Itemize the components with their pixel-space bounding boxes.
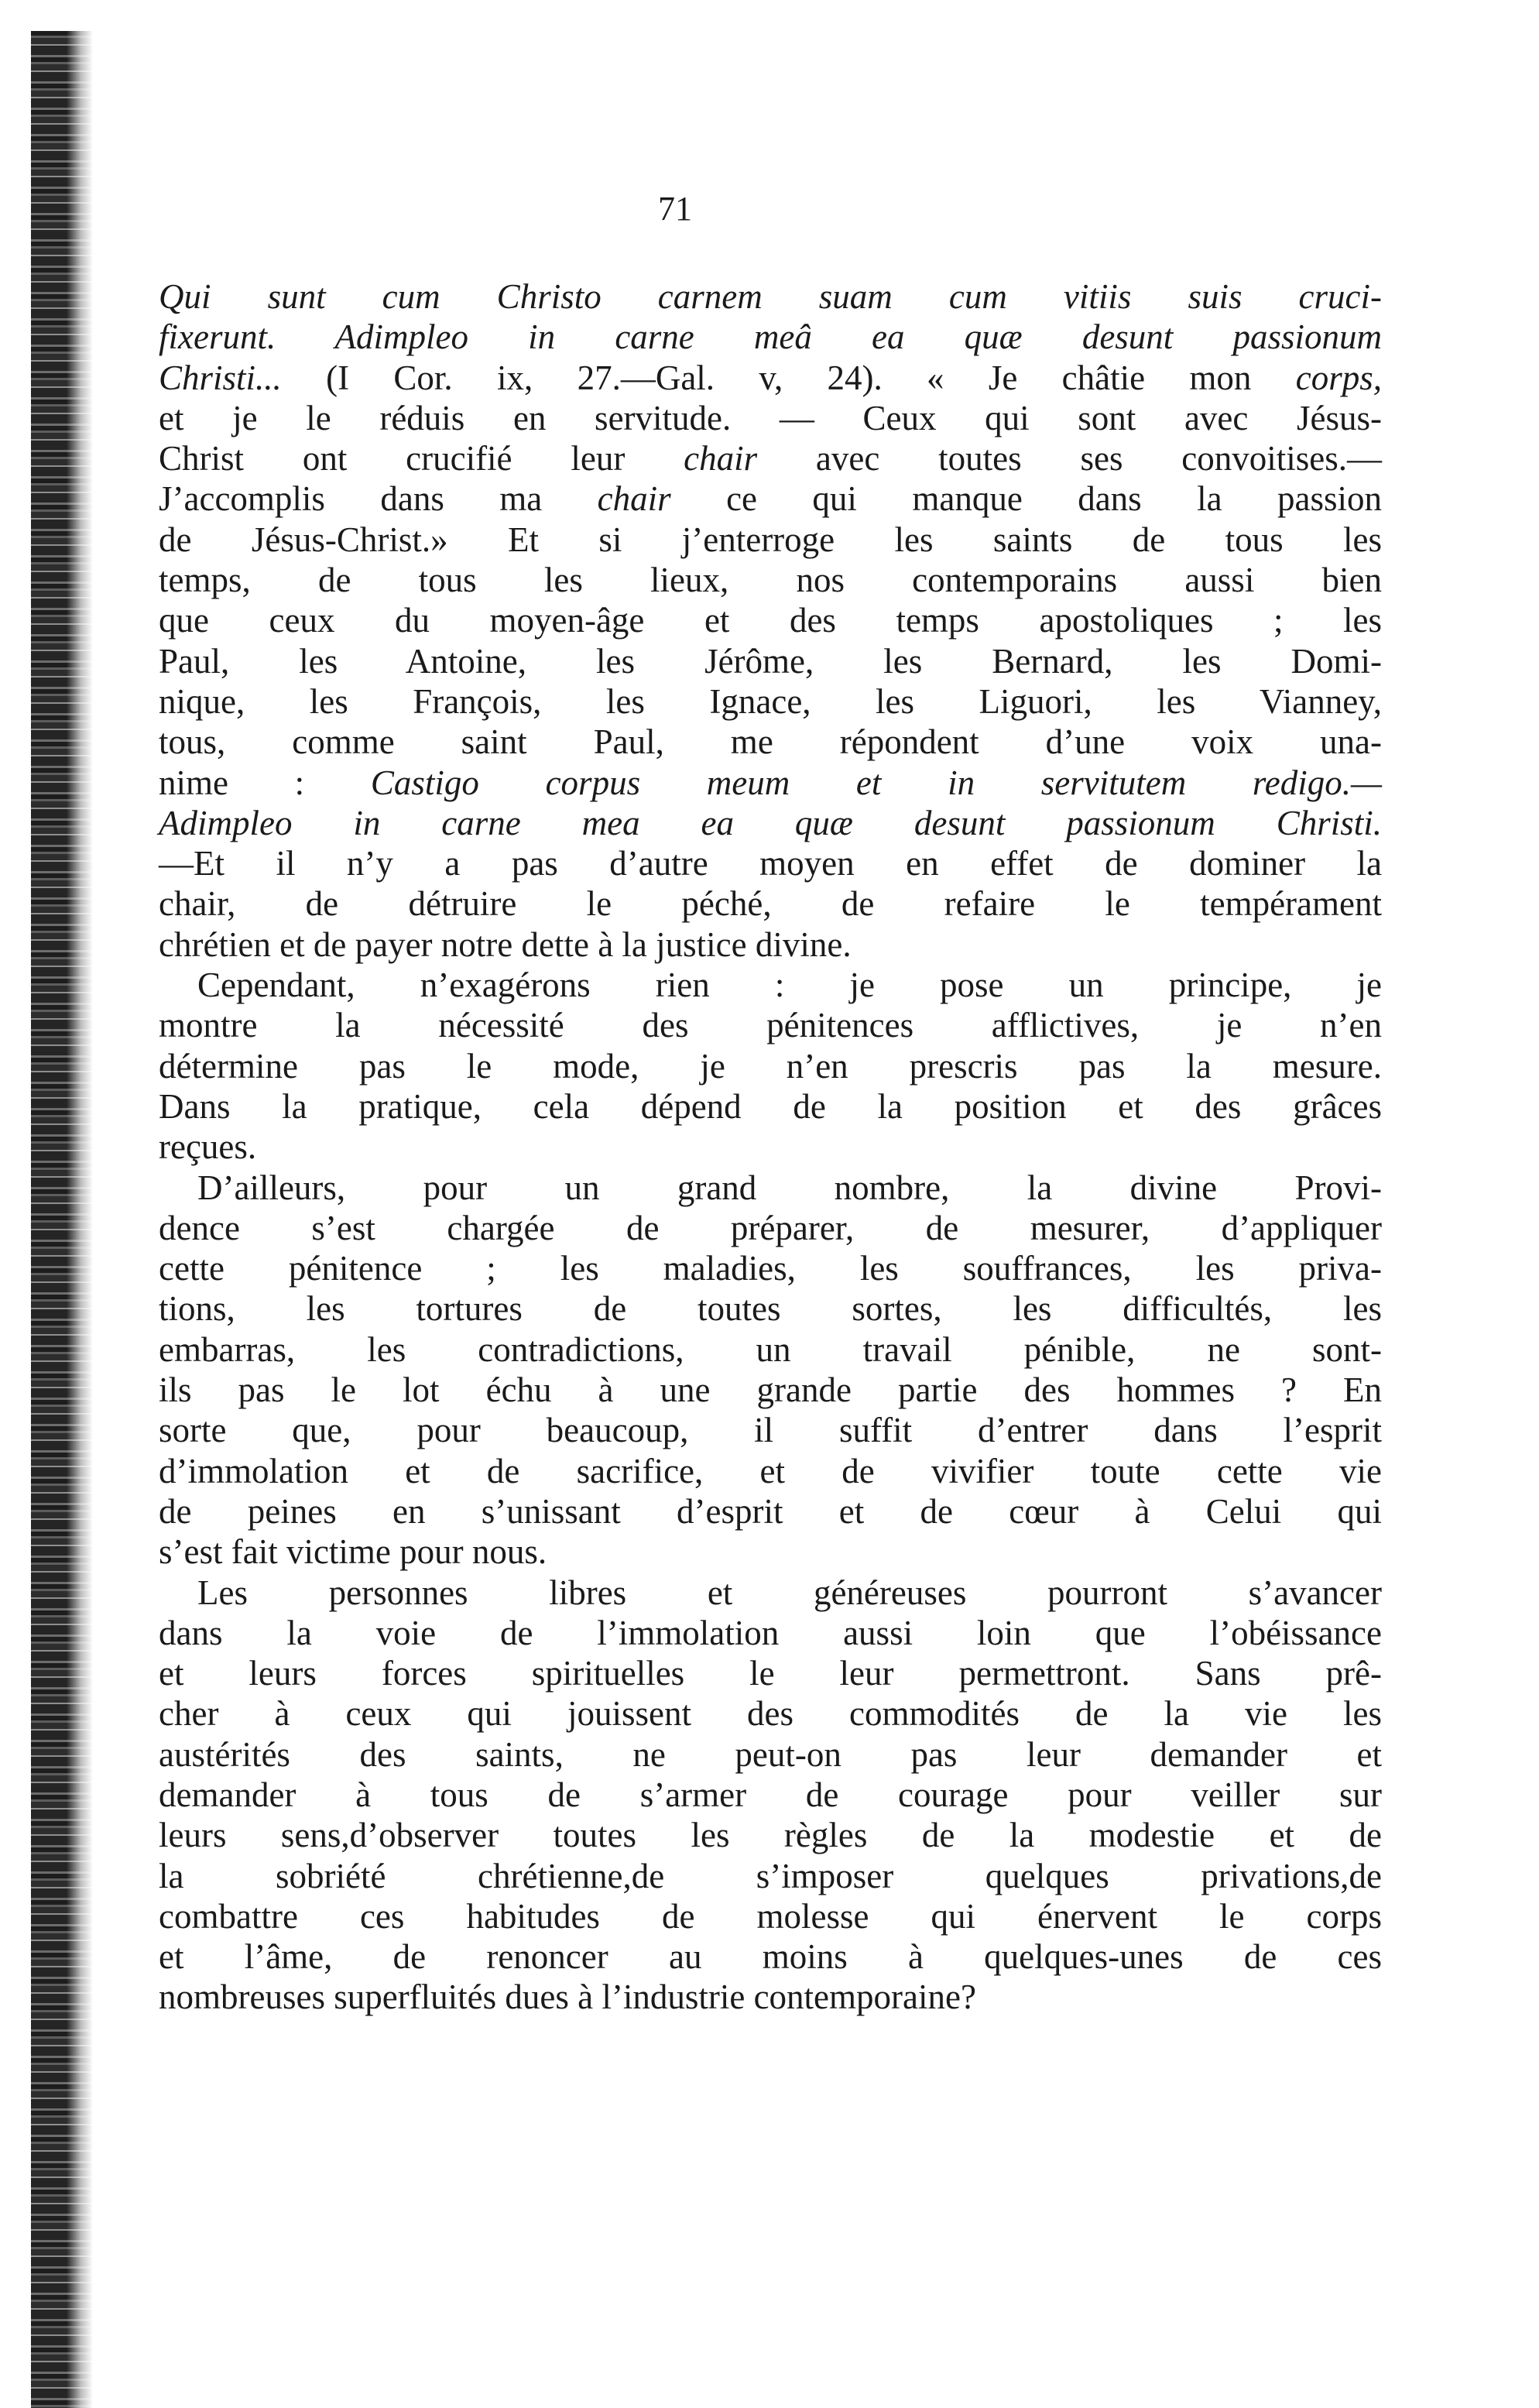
text-line <box>159 1693 1382 1734</box>
text-line <box>159 843 1382 883</box>
text-segment: Christ ont crucifié leur <box>159 439 684 479</box>
text-segment: s’est fait victime pour nous. <box>159 1532 547 1572</box>
text-line <box>159 1977 1382 2017</box>
text-segment: avec toutes ses convoitises.— <box>757 439 1382 479</box>
text-segment: temps, de tous les lieux, nos contemporains aussi bien <box>159 561 1382 600</box>
text-line <box>159 520 1382 560</box>
text-line <box>159 438 1382 479</box>
text-line <box>159 479 1382 519</box>
text-segment: sorte que, pour beaucoup, il suffit d’entrer dans l’esprit <box>159 1411 1382 1450</box>
text-segment: Paul, les Antoine, les Jérôme, les Bernard, les Domi- <box>159 641 1382 681</box>
text-segment: d’immolation et de sacrifice, et de vivifier toute cette vie <box>159 1451 1382 1490</box>
text-line <box>159 1168 1382 1208</box>
text-line <box>159 1208 1382 1248</box>
page-number: 71 <box>658 190 692 228</box>
italic-text-segment: chair <box>684 439 758 479</box>
italic-text-segment: Castigo corpus meum et in servitutem redigo.— <box>370 763 1382 802</box>
text-line <box>159 1451 1382 1491</box>
text-line <box>159 803 1382 843</box>
text-segment: ce qui manque dans la passion <box>670 479 1383 519</box>
text-segment: austérités des saints, ne peut-on pas leur demander et <box>159 1734 1382 1774</box>
text-segment: montre la nécessité des pénitences afflictives, je n’en <box>159 1006 1382 1045</box>
text-segment: chair, de détruire le péché, de refaire le tempérament <box>159 884 1382 924</box>
italic-text-segment: chair <box>597 479 671 519</box>
italic-text-segment: fixerunt. Adimpleo in carne meâ ea quæ desunt passionum <box>159 317 1382 357</box>
italic-text-segment: corps, <box>1295 358 1382 397</box>
page-body-text <box>159 276 1382 2018</box>
text-segment: de Jésus-Christ.» Et si j’enterroge les saints de tous les <box>159 520 1382 559</box>
text-segment: embarras, les contradictions, un travail pénible, ne sont- <box>159 1329 1382 1369</box>
text-line <box>159 560 1382 600</box>
italic-text-segment: Christi... <box>159 358 327 397</box>
text-line <box>159 1856 1382 1896</box>
text-segment: D’ailleurs, pour un grand nombre, la divine Provi- <box>197 1168 1382 1207</box>
text-segment: la sobriété chrétienne,de s’imposer quelques privations,de <box>159 1856 1382 1895</box>
text-line <box>159 641 1382 681</box>
text-segment: cette pénitence ; les maladies, les souffrances, les priva- <box>159 1249 1382 1288</box>
text-line <box>159 1410 1382 1450</box>
italic-text-segment: Adimpleo in carne mea ea quæ desunt passionum Christi. <box>159 803 1382 842</box>
text-segment: chrétien et de payer notre dette à la justice divine. <box>159 924 852 964</box>
text-segment: de peines en s’unissant d’esprit et de cœur à Celui qui <box>159 1491 1382 1531</box>
text-segment: dans la voie de l’immolation aussi loin que l’obéissance <box>159 1613 1382 1652</box>
text-line <box>159 317 1382 357</box>
italic-text-segment: Qui sunt cum Christo carnem suam cum vitiis suis cruci- <box>159 277 1382 316</box>
text-line <box>159 924 1382 965</box>
text-segment: demander à tous de s’armer de courage pour veiller sur <box>159 1775 1382 1814</box>
text-line <box>159 1370 1382 1410</box>
text-segment: nime : <box>159 763 371 802</box>
text-segment: tous, comme saint Paul, me répondent d’une voix una- <box>159 722 1382 762</box>
text-line <box>159 358 1382 398</box>
text-line <box>159 1532 1382 1572</box>
text-line <box>159 1573 1382 1613</box>
text-segment: ils pas le lot échu à une grande partie des hommes ? En <box>159 1370 1382 1410</box>
text-line <box>159 1288 1382 1329</box>
scanned-page-edge <box>31 31 93 2408</box>
text-segment: reçues. <box>159 1127 257 1167</box>
text-segment: et l’âme, de renoncer au moins à quelques-unes de ces <box>159 1937 1382 1977</box>
text-segment: que ceux du moyen-âge et des temps apostoliques ; les <box>159 601 1382 640</box>
text-segment: —Et il n’y a pas d’autre moyen en effet de dominer la <box>159 844 1382 883</box>
text-segment: J’accomplis dans ma <box>159 479 598 519</box>
text-line <box>159 1086 1382 1127</box>
text-segment: nique, les François, les Ignace, les Liguori, les Vianney, <box>159 681 1382 721</box>
text-line <box>159 1127 1382 1167</box>
text-line <box>159 1896 1382 1936</box>
text-segment: et je le réduis en servitude. — Ceux qui sont avec Jésus- <box>159 398 1382 437</box>
text-line <box>159 1815 1382 1855</box>
text-line <box>159 722 1382 762</box>
text-segment: tions, les tortures de toutes sortes, les difficultés, les <box>159 1289 1382 1329</box>
text-line <box>159 1775 1382 1815</box>
text-segment: nombreuses superfluités dues à l’industrie contemporaine? <box>159 1978 976 2017</box>
text-line <box>159 1613 1382 1653</box>
text-segment: détermine pas le mode, je n’en prescris pas la mesure. <box>159 1046 1382 1086</box>
text-line <box>159 763 1382 803</box>
text-segment: cher à ceux qui jouissent des commodités de la vie les <box>159 1694 1382 1734</box>
text-line <box>159 1248 1382 1288</box>
text-segment: Dans la pratique, cela dépend de la position et des grâces <box>159 1086 1382 1126</box>
text-segment: Cependant, n’exagérons rien : je pose un principe, je <box>197 966 1382 1005</box>
text-line <box>159 1046 1382 1086</box>
text-line <box>159 1734 1382 1775</box>
text-line <box>159 1936 1382 1977</box>
text-segment: et leurs forces spirituelles le leur permettront. Sans prê- <box>159 1654 1382 1693</box>
text-line <box>159 681 1382 722</box>
text-segment: leurs sens,d’observer toutes les règles de la modestie et de <box>159 1816 1382 1855</box>
text-line <box>159 276 1382 317</box>
text-segment: Les personnes libres et généreuses pourront s’avancer <box>197 1573 1382 1612</box>
text-line <box>159 883 1382 924</box>
text-line <box>159 1329 1382 1370</box>
text-line <box>159 1653 1382 1693</box>
text-segment: dence s’est chargée de préparer, de mesurer, d’appliquer <box>159 1208 1382 1247</box>
text-line <box>159 1005 1382 1045</box>
text-segment: (I Cor. ix, 27.—Gal. v, 24). « Je châtie mon <box>326 358 1296 397</box>
text-line <box>159 600 1382 640</box>
text-line <box>159 1491 1382 1532</box>
text-line <box>159 398 1382 438</box>
text-line <box>159 965 1382 1005</box>
text-segment: combattre ces habitudes de molesse qui énervent le corps <box>159 1896 1382 1936</box>
